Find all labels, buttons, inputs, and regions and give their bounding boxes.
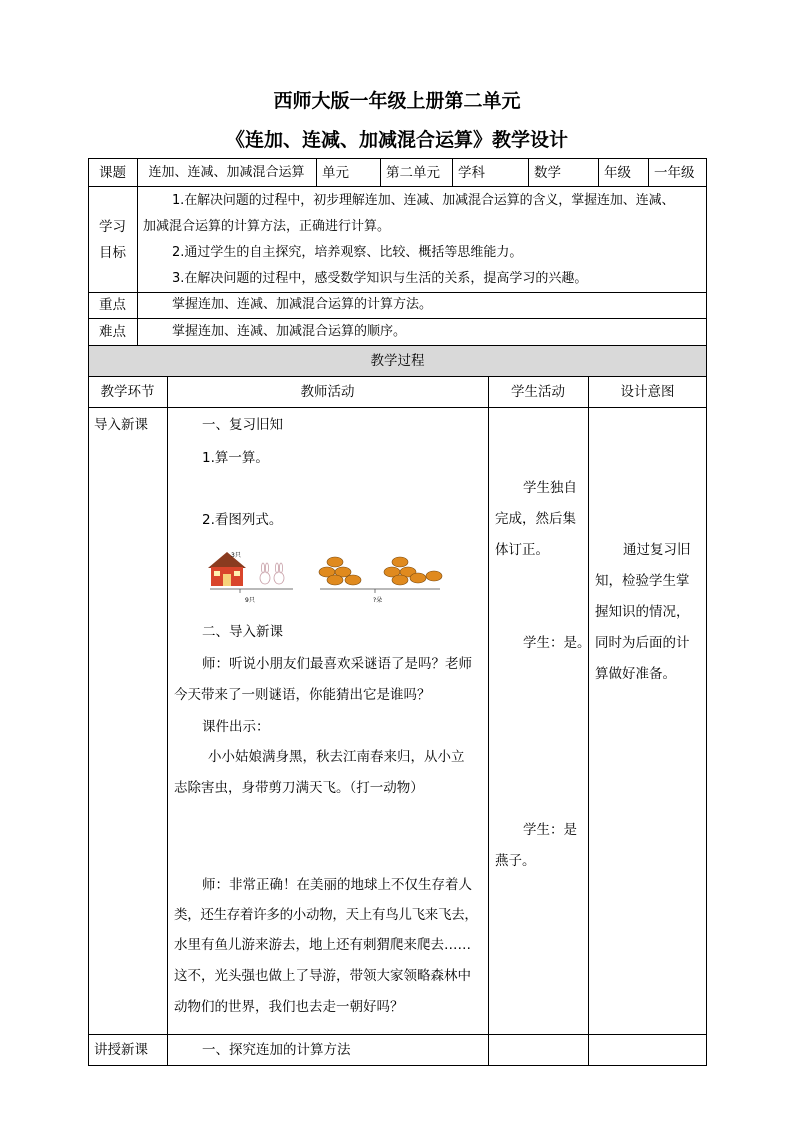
- key-point-label: 重点: [99, 297, 126, 313]
- col-header-stage: 教学环节: [100, 384, 155, 400]
- unit-value: 第二单元: [386, 165, 440, 181]
- mushroom-icon: [319, 557, 361, 585]
- teacher-text-4e: 动物们的世界，我们也去走一朝好吗？: [174, 999, 404, 1015]
- illus-label-right: ?朵: [373, 597, 383, 604]
- riddle-line-2: 志除害虫，身带剪刀满天飞。（打一动物）: [174, 780, 424, 796]
- difficult-point-value: 掌握连加、连减、加减混合运算的顺序。: [172, 324, 407, 339]
- intent-line-2: 知，检验学生掌: [595, 573, 690, 589]
- subject-value: 数学: [534, 165, 561, 181]
- objective-1: 1.在解决问题的过程中，初步理解连加、连减、加减混合运算的含义，掌握连加、连减、: [172, 193, 675, 208]
- stage-new-lesson: 讲授新课: [94, 1042, 148, 1058]
- teacher-text-4a: 师：非常正确！在美丽的地球上不仅生存着人: [202, 877, 472, 893]
- topic-label: 课题: [99, 165, 126, 181]
- intent-line-4: 同时为后面的计: [595, 635, 690, 651]
- process-header: 教学过程: [370, 353, 425, 369]
- teacher-step-picture: 2.看图列式。: [202, 512, 283, 528]
- teacher-text-4b: 类，还生存着许多的小动物，天上有鸟儿飞来飞去，: [174, 907, 478, 923]
- subject-label: 学科: [458, 165, 485, 181]
- teacher-text-1b: 今天带来了一则谜语，你能猜出它是谁吗？: [174, 687, 431, 703]
- unit-label: 单元: [322, 165, 349, 181]
- key-point-value: 掌握连加、连减、加减混合运算的计算方法。: [172, 297, 433, 312]
- teacher-text-4c: 水里有鱼儿游来游去，地上还有刺猬爬来爬去……: [174, 937, 471, 953]
- student-activity-1a: 学生独自: [523, 480, 577, 496]
- teacher-explore-heading: 一、探究连加的计算方法: [202, 1042, 351, 1058]
- student-activity-1c: 体订正。: [495, 542, 549, 558]
- document-title: 西师大版一年级上册第二单元: [273, 90, 521, 112]
- difficult-point-label: 难点: [99, 324, 126, 340]
- riddle-line-1: 小小姑娘满身黑，秋去江南春来归，从小立: [208, 749, 465, 765]
- teacher-intro-heading: 二、导入新课: [202, 624, 283, 640]
- col-header-teacher: 教师活动: [300, 384, 355, 400]
- grade-value: 一年级: [654, 165, 695, 181]
- col-header-student: 学生活动: [511, 384, 565, 400]
- teacher-text-2: 课件出示：: [202, 719, 270, 735]
- teacher-review-heading: 一、复习旧知: [202, 417, 283, 433]
- col-header-intent: 设计意图: [620, 384, 675, 400]
- intent-line-3: 握知识的情况，: [595, 604, 690, 620]
- topic-value: 连加、连减、加减混合运算: [148, 165, 305, 180]
- student-activity-2: 学生：是。: [523, 635, 591, 651]
- objectives-label-line2: 目标: [99, 245, 126, 261]
- student-activity-1b: 完成，然后集: [495, 511, 576, 527]
- illus-label-top: 3只: [231, 552, 241, 559]
- mushroom-icon: [384, 557, 442, 585]
- objective-2: 2.通过学生的自主探究，培养观察、比较、概括等思维能力。: [172, 245, 523, 260]
- rabbit-icon: [260, 563, 284, 584]
- objectives-label-line1: 学习: [99, 219, 126, 235]
- objective-3: 3.在解决问题的过程中，感受数学知识与生活的关系，提高学习的兴趣。: [172, 271, 588, 286]
- teacher-text-4d: 这不，光头强也做上了导游，带领大家领略森林中: [174, 968, 471, 984]
- stage-intro: 导入新课: [94, 417, 148, 433]
- student-activity-3a: 学生：是: [523, 822, 577, 838]
- objective-1-cont: 加减混合运算的计算方法，正确进行计算。: [143, 219, 391, 234]
- illus-label-left: 9只: [245, 597, 255, 604]
- intent-line-5: 算做好准备。: [595, 666, 676, 682]
- teacher-text-1a: 师：听说小朋友们最喜欢采谜语了是吗？老师: [202, 656, 472, 672]
- picture-svg: [205, 548, 445, 608]
- student-activity-3b: 燕子。: [495, 853, 536, 869]
- intent-line-1: 通过复习旧: [623, 542, 691, 558]
- picture-equation-illustration: [205, 548, 445, 608]
- document-subtitle: 《连加、连减、加减混合运算》教学设计: [225, 129, 568, 151]
- teacher-step-calc: 1.算一算。: [202, 450, 269, 466]
- grade-label: 年级: [604, 165, 631, 181]
